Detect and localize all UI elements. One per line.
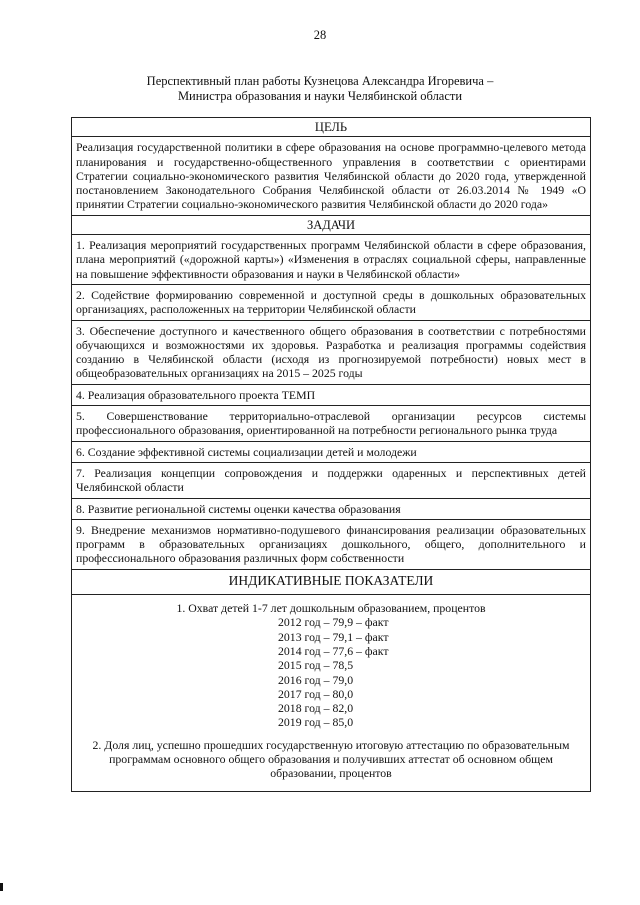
goal-heading: ЦЕЛЬ xyxy=(314,120,348,134)
indicator-value: 2015 год – 78,5 xyxy=(278,658,354,673)
page-number: 28 xyxy=(313,28,327,42)
indicator-2-title: 2. Доля лиц, успешно прошедших государственную итоговую аттестацию по образовательным программам основного общего образования и получивших аттестат об основном общем образовании, процентов xyxy=(92,737,570,781)
indicator-1-title: 1. Охват детей 1-7 лет дошкольным образованием, процентов xyxy=(176,601,486,616)
indicator-value: 2019 год – 85,0 xyxy=(278,715,354,730)
header-line-2: Министра образования и науки Челябинской области xyxy=(177,88,463,103)
goal-text: Реализация государственной политики в сфере образования на основе программно-целевого метода планирования и государственно-общественного управления в соответствии с ориентирами Стратегии социально-экономического развития Челябинской области до 2020 года, утвержденной постановлением Законодательного Собрания Челябинской области от 26.03.2014 № 1949 «О принятии Стратегии социально-экономического развития Челябинской области до 2020 года» xyxy=(72,136,590,214)
indicator-2 xyxy=(76,738,586,781)
task-item-7: 7. Реализация концепции сопровождения и поддержки одаренных и перспективных детей Челябинской области xyxy=(72,462,590,498)
indicators-list xyxy=(72,594,590,791)
document-header xyxy=(60,74,580,103)
task-item-1: 1. Реализация мероприятий государственных программ Челябинской области в сфере образования, плана мероприятий («дорожной карты») «Изменения в отраслях социальной сферы, направленные на повышение эффективности образования и науки в Челябинской области» xyxy=(72,234,590,284)
indicator-1 xyxy=(76,601,586,730)
task-item-2: 2. Содействие формированию современной и доступной среды в дошкольных образовательных организациях, расположенных на территории Челябинской области xyxy=(72,284,590,320)
scan-edge-mark xyxy=(0,883,3,891)
plan-table xyxy=(71,117,591,792)
task-item-3: 3. Обеспечение доступного и качественного общего образования в соответствии с потребностями обучающихся и возможностями их здоровья. Разработка и реализация программы содействия созданию в Челябинской области (исходя из прогнозируемой потребности) новых мест в общеобразовательных организациях на 2015 – 2025 годы xyxy=(72,320,590,384)
indicator-value: 2017 год – 80,0 xyxy=(278,686,354,701)
indicator-value: 2018 год – 82,0 xyxy=(278,701,354,716)
indicator-value: 2012 год – 79,9 – факт xyxy=(278,615,389,630)
indicator-value: 2014 год – 77,6 – факт xyxy=(278,643,389,658)
task-item-6: 6. Создание эффективной системы социализации детей и молодежи xyxy=(72,441,590,462)
task-item-4: 4. Реализация образовательного проекта ТЕМП xyxy=(72,384,590,405)
indicator-value: 2013 год – 79,1 – факт xyxy=(278,629,389,644)
indicators-heading: ИНДИКАТИВНЫЕ ПОКАЗАТЕЛИ xyxy=(72,569,590,594)
task-item-9: 9. Внедрение механизмов нормативно-подушевого финансирования реализации образовательных программ в образовательных организациях дошкольного, общего, дополнительного и профессионального образования различных форм собственности xyxy=(72,519,590,569)
header-line-1: Перспективный план работы Кузнецова Александра Игоревича – xyxy=(146,74,494,88)
tasks-heading: ЗАДАЧИ xyxy=(72,215,590,234)
task-item-5: 5. Совершенствование территориально-отраслевой организации ресурсов системы профессионального образования, ориентированной на потребности регионального рынка труда xyxy=(72,405,590,441)
indicator-value: 2016 год – 79,0 xyxy=(278,672,354,687)
task-item-8: 8. Развитие региональной системы оценки качества образования xyxy=(72,498,590,519)
indicator-1-values xyxy=(264,615,398,729)
